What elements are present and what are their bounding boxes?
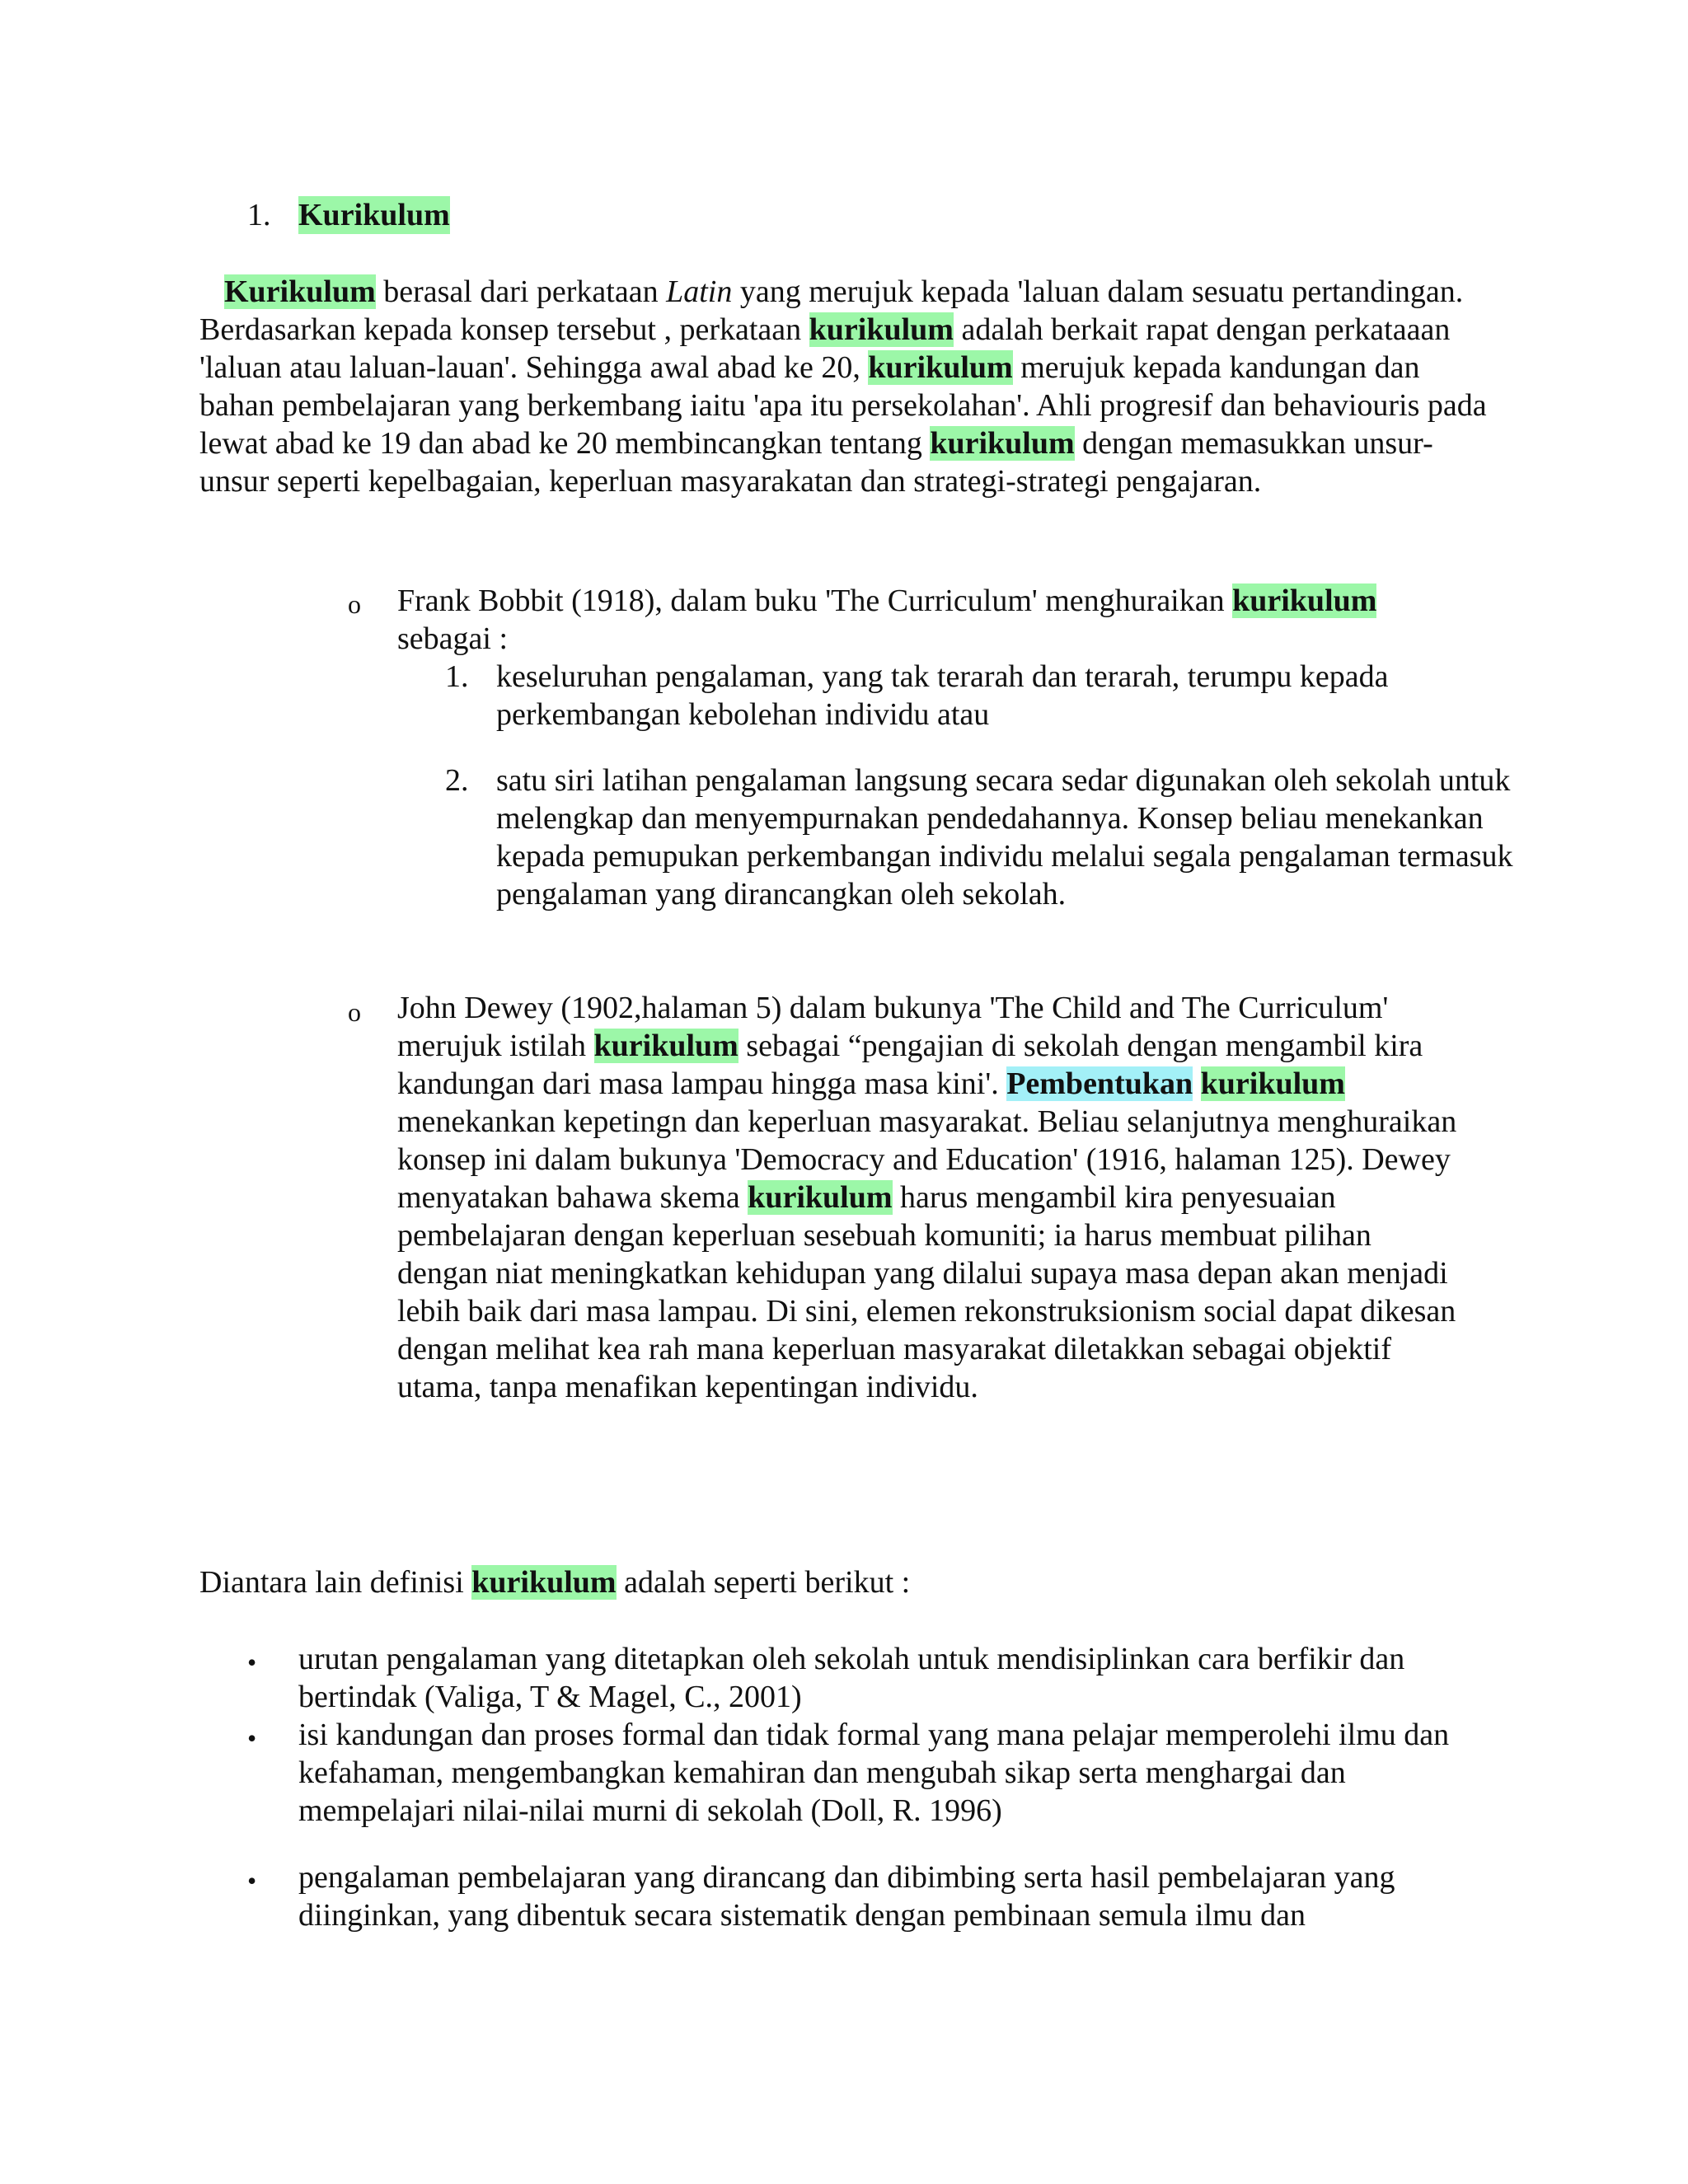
intro-paragraph [199,273,1489,500]
italic-term: Latin [666,274,733,309]
highlight-term: kurikulum [593,1029,738,1063]
highlight-term: kurikulum [1200,1066,1345,1101]
highlight-term: kurikulum [471,1565,617,1600]
list-item-text: sebagai : [397,621,509,656]
item-number: 1. [445,659,469,694]
item-number: 2. [445,763,469,798]
heading-title: Kurikulum [298,198,450,232]
highlight-term: kurikulum [1232,583,1377,618]
bullet-icon: • [247,1866,257,1896]
paragraph-text: adalah berkait rapat dengan perkataaan 'laluan atau laluan-lauan'. Sehingga awal abad ke 20, [199,312,1451,385]
heading-number: 1. [247,198,271,232]
item-text: satu siri latihan pengalaman langsung secara sedar digunakan oleh sekolah untuk melengkap dan menyempurnakan pendedahannya. Konsep beliau menekankan kepada pemupukan perkembangan individu melalui segala pengalaman termasuk pengalaman yang dirancangkan oleh sekolah. [496,763,1513,912]
circle-bullet-icon: o [348,997,361,1027]
highlight-term: kurikulum [748,1180,893,1215]
definition-item: urutan pengalaman yang ditetapkan oleh sekolah untuk mendisiplinkan cara berfikir dan bertindak (Valiga, T & Magel, C., 2001) [298,1642,1405,1714]
list-item-text: harus mengambil kira penyesuaian pembelajaran dengan keperluan sesebuah komuniti; ia harus membuat pilihan dengan niat meningkatkan kehidupan yang dilalui supaya masa depan akan menjadi lebih baik dari masa lampau. Di sini, elemen rekonstruksionism social dapat dikesan dengan melihat kea rah mana keperluan masyarakat diletakkan sebagai objektif utama, tanpa menafikan kepentingan individu. [397,1180,1456,1404]
list-item-text: Frank Bobbit (1918), dalam buku 'The Curriculum' menghuraikan [397,583,1233,618]
highlight-term: kurikulum [809,312,954,347]
paragraph-text: merujuk kepada kandungan dan bahan pembelajaran yang berkembang iaitu 'apa itu persekolahan'. Ahli progresif dan behaviouris pada lewat abad ke 19 dan abad ke 20 membincangkan tentang [199,350,1487,461]
paragraph-text: berasal dari perkataan [375,274,667,309]
circle-bullet-icon: o [348,589,361,619]
paragraph-text: adalah seperti berikut : [616,1565,911,1600]
bullet-icon: • [247,1723,257,1753]
paragraph-text: Diantara lain definisi [199,1565,472,1600]
space [1193,1066,1201,1101]
bullet-icon: • [247,1647,257,1677]
highlight-term: Kurikulum [224,274,376,309]
paragraph-text: dengan memasukkan unsur-unsur seperti kepelbagaian, keperluan masyarakatan dan strategi-strategi pengajaran. [199,426,1433,499]
item-text: keseluruhan pengalaman, yang tak terarah dan terarah, terumpu kepada perkembangan kebolehan individu atau [496,659,1389,732]
definition-item: pengalaman pembelajaran yang dirancang dan dibimbing serta hasil pembelajaran yang diinginkan, yang dibentuk secara sistematik dengan pembinaan semula ilmu dan [298,1860,1395,1933]
highlight-term: kurikulum [868,350,1013,385]
bobbit-list-item [397,582,1469,658]
dewey-list-item [397,989,1469,1406]
highlight-term-cyan: Pembentukan [1006,1066,1193,1101]
highlight-term: kurikulum [930,426,1075,461]
list-item-text: sebagai “pengajian di sekolah dengan mengambil kira kandungan dari masa lampau hingga masa kini'. [397,1029,1423,1101]
list-item-text: menekankan kepetingn dan keperluan masyarakat. Beliau selanjutnya menghuraikan konsep ini dalam bukunya 'Democracy and Education' (1916, halaman 125). Dewey menyatakan bahawa skema [397,1104,1457,1215]
definition-item: isi kandungan dan proses formal dan tidak formal yang mana pelajar memperolehi ilmu dan kefahaman, mengembangkan kemahiran dan mengubah sikap serta menghargai dan mempelajari nilai-nilai murni di sekolah (Doll, R. 1996) [298,1718,1450,1828]
list-item-text: John Dewey (1902,halaman 5) dalam bukunya 'The Child and The Curriculum' merujuk istilah [397,991,1389,1063]
paragraph-text: yang merujuk kepada 'laluan dalam sesuatu pertandingan. Berdasarkan kepada konsep tersebut , perkataan [199,274,1464,347]
definitions-intro [199,1563,1436,1601]
